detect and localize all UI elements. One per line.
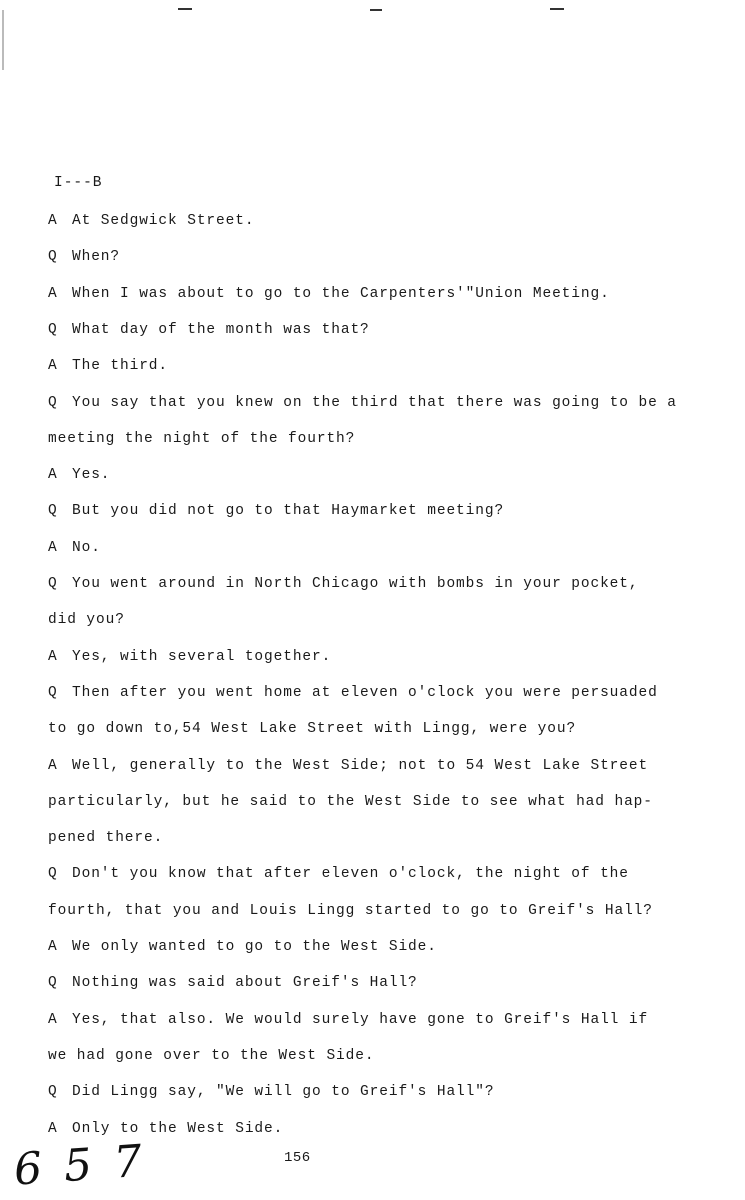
line-text: When? xyxy=(72,249,121,266)
line-text: No. xyxy=(72,539,101,556)
line-text: Yes, that also. We would surely have gone to Greif's Hall if xyxy=(72,1011,649,1028)
transcript-line xyxy=(48,757,648,775)
line-text: fourth, that you and Louis Lingg started to go to Greif's Hall? xyxy=(48,902,653,919)
speaker-label: Q xyxy=(48,503,58,520)
line-text: We only wanted to go to the West Side. xyxy=(72,939,437,955)
line-text: particularly, but he said to the West Side to see what had hap- xyxy=(48,793,653,810)
line-text: Nothing was said about Greif's Hall? xyxy=(72,975,418,992)
line-text: But you did not go to that Haymarket meeting? xyxy=(72,503,505,520)
line-text: we had gone over to the West Side. xyxy=(48,1047,375,1064)
transcript-line xyxy=(48,466,110,484)
speaker-label: A xyxy=(48,1011,58,1028)
speaker-label: Q xyxy=(48,684,58,701)
line-text: Then after you went home at eleven o'clock you were persuaded xyxy=(72,684,658,701)
line-text: At Sedgwick Street. xyxy=(72,213,255,229)
line-text: You say that you knew on the third that there was going to be a xyxy=(72,394,677,411)
transcript-line xyxy=(48,321,370,339)
transcript-line xyxy=(48,1011,648,1029)
transcript-line xyxy=(48,430,355,448)
speaker-label: A xyxy=(48,1120,58,1137)
speaker-label: Q xyxy=(48,1084,58,1101)
speaker-label: Q xyxy=(48,576,58,592)
speaker-label: A xyxy=(48,648,58,665)
scan-mark xyxy=(550,8,564,10)
line-text: You went around in North Chicago with bombs in your pocket, xyxy=(72,576,639,592)
transcript-line xyxy=(48,539,101,557)
line-text: did you? xyxy=(48,612,125,629)
transcript-line xyxy=(48,648,331,666)
line-text: to go down to,54 West Lake Street with Lingg, were you? xyxy=(48,721,577,738)
transcript-line xyxy=(48,1083,494,1101)
speaker-label: Q xyxy=(48,249,58,266)
transcript-line xyxy=(48,394,677,412)
line-text: pened there. xyxy=(48,830,164,847)
line-text: Yes. xyxy=(72,467,111,484)
speaker-label: Q xyxy=(48,394,58,411)
transcript-line xyxy=(48,865,629,883)
handwritten-page-number: 6 5 7 xyxy=(12,1135,148,1196)
page-number: 156 xyxy=(284,1150,311,1166)
transcript-line xyxy=(48,793,653,811)
line-text: Don't you know that after eleven o'clock, the night of the xyxy=(72,866,629,883)
line-text: When I was about to go to the Carpenters'"Union Meeting. xyxy=(72,285,610,302)
transcript-line xyxy=(48,1120,283,1138)
speaker-label: Q xyxy=(48,321,58,338)
speaker-label: Q xyxy=(48,975,58,992)
scan-mark xyxy=(2,10,4,70)
line-text: meeting the night of the fourth? xyxy=(48,430,356,447)
transcript-line xyxy=(48,720,576,738)
transcript-line xyxy=(48,285,610,303)
line-text: Did Lingg say, "We will go to Greif's Hall"? xyxy=(72,1084,495,1101)
speaker-label: Q xyxy=(48,866,58,883)
transcript-line xyxy=(48,212,254,230)
line-text: Yes, with several together. xyxy=(72,648,332,665)
transcript-line xyxy=(48,974,418,992)
line-text: The third. xyxy=(72,358,169,375)
scan-mark xyxy=(370,9,382,11)
speaker-label: A xyxy=(48,467,58,484)
speaker-label: A xyxy=(48,539,58,556)
speaker-label: A xyxy=(48,757,58,774)
line-text: Well, generally to the West Side; not to 54 West Lake Street xyxy=(72,757,649,774)
transcript-line xyxy=(48,902,653,920)
speaker-label: A xyxy=(48,213,58,229)
transcript-line xyxy=(48,829,163,847)
transcript-line xyxy=(48,611,125,629)
line-text: What day of the month was that? xyxy=(72,321,370,338)
transcript-line xyxy=(48,357,168,375)
transcript-line xyxy=(48,938,437,956)
transcript-line xyxy=(48,502,504,520)
speaker-label: A xyxy=(48,939,58,955)
speaker-label: A xyxy=(48,285,58,302)
transcript-line xyxy=(48,1047,374,1065)
scan-mark xyxy=(178,8,192,10)
speaker-label: A xyxy=(48,358,58,375)
transcript-line xyxy=(48,575,638,593)
transcript-line xyxy=(48,684,658,702)
document-id: I---B xyxy=(54,175,103,191)
transcript-line xyxy=(48,248,120,266)
line-text: Only to the West Side. xyxy=(72,1120,284,1137)
